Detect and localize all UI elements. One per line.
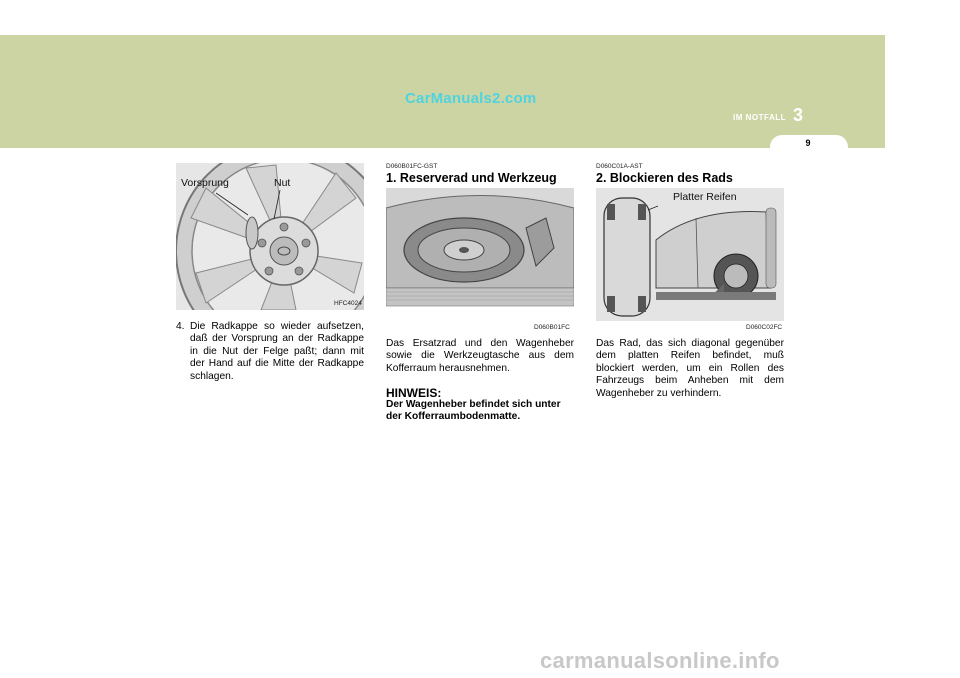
section-label: IM NOTFALL bbox=[733, 113, 786, 122]
callout-platter-reifen: Platter Reifen bbox=[673, 191, 737, 203]
trunk-figure bbox=[386, 188, 574, 332]
figure-code: D060B01FC bbox=[534, 324, 570, 331]
callout-nut: Nut bbox=[274, 177, 291, 189]
trunk-illustration bbox=[386, 188, 574, 332]
car-chock-illustration bbox=[596, 188, 784, 332]
note-text: Der Wagenheber befindet sich unter der Kofferraumbodenmatte. bbox=[386, 399, 561, 423]
wheel-block-figure bbox=[596, 188, 784, 332]
section-code: D060B01FC-GST bbox=[386, 163, 438, 170]
section-heading: 2. Blockieren des Rads bbox=[596, 171, 733, 185]
footer-watermark[interactable]: carmanualsonline.info bbox=[540, 648, 780, 673]
body-paragraph: Das Ersatzrad und den Wagenheber sowie die Werkzeugtasche aus dem Kofferraum herausnehmen. bbox=[386, 338, 574, 374]
figure-code: HFC4024 bbox=[334, 300, 362, 307]
step-text: Die Radkappe so wieder aufsetzen, daß der Vorsprung an der Radkappe in die Nut der Felge paßt; dann mit der Hand auf die Mitte der Radkappe schlagen. bbox=[190, 321, 364, 382]
section-heading: 1. Reserverad und Werkzeug bbox=[386, 171, 557, 185]
body-paragraph: Das Rad, das sich diagonal gegenüber dem platten Reifen befindet, muß blockiert werden, um ein Rollen des Fahrzeugs beim Anheben mit dem Wagenheber zu verhindern. bbox=[596, 338, 784, 399]
figure-code: D060C02FC bbox=[746, 324, 783, 331]
note-title: HINWEIS: bbox=[386, 386, 442, 400]
section-code: D060C01A-AST bbox=[596, 163, 643, 170]
callout-vorsprung: Vorsprung bbox=[181, 177, 229, 189]
section-number: 3 bbox=[793, 105, 804, 125]
wheel-cover-figure bbox=[176, 163, 364, 310]
site-logo[interactable]: CarManuals2.com bbox=[405, 90, 537, 107]
step-number: 4. bbox=[176, 321, 185, 332]
page-number: 9 bbox=[805, 138, 811, 148]
